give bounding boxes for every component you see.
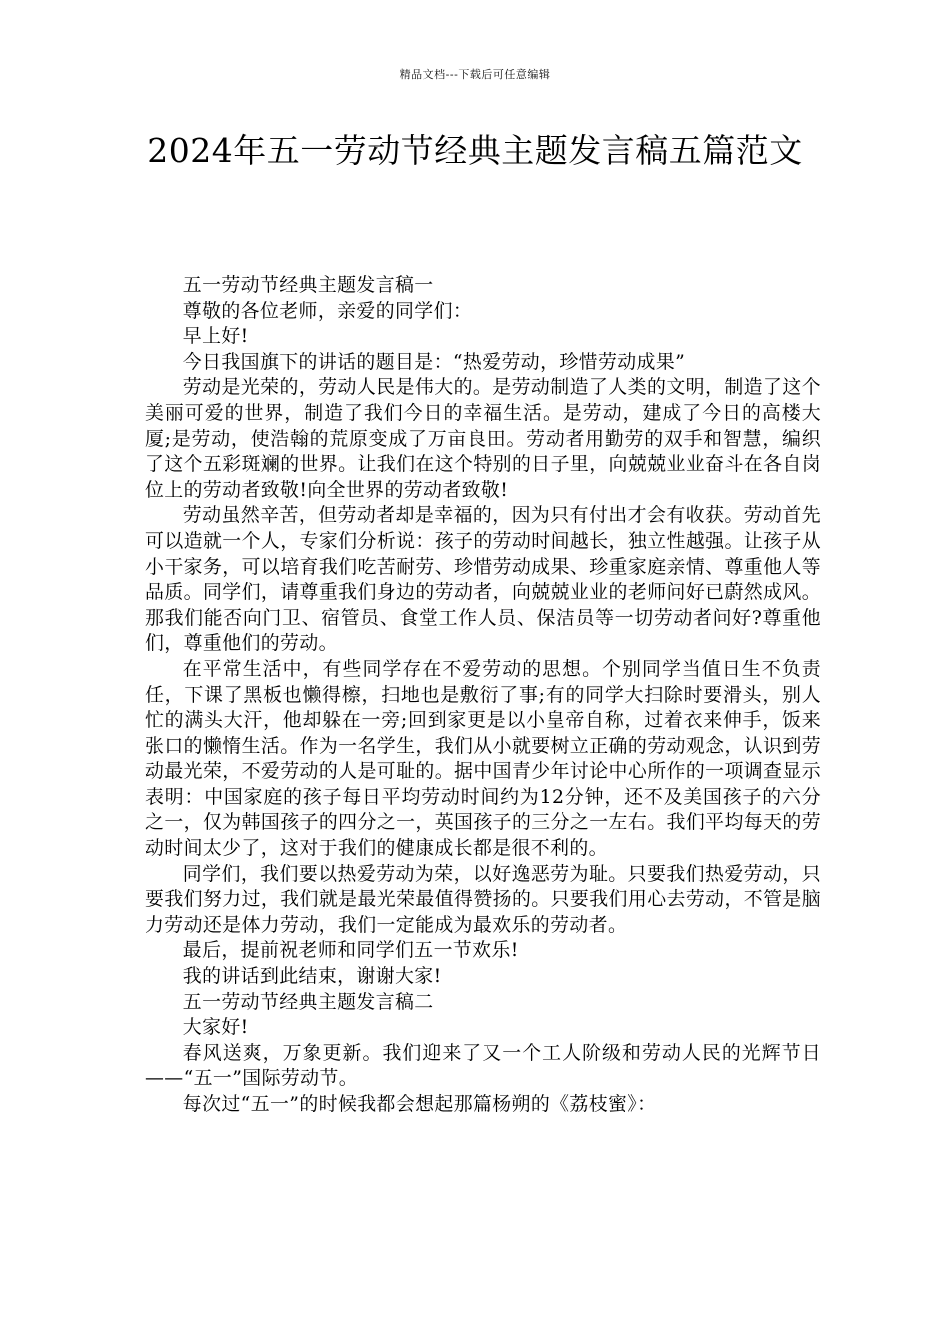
speech-topic: 今日我国旗下的讲话的题目是：“热爱劳动，珍惜劳动成果” [182,350,686,373]
body-paragraph: 劳动虽然辛苦，但劳动者却是幸福的，因为只有付出才会有收获。劳动首先可以造就一个人，专家们分析说：孩子的劳动时间越长，独立性越强。让孩子从小干家务，可以培育我们吃苦耐劳、珍惜劳动成果、珍重家庭亲情、尊重他人等品质。同学们，请尊重我们身边的劳动者，向兢兢业业的老师问好已蔚然成风。那我们能否向门卫、宿管员、食堂工作人员、保洁员等一切劳动者问好?尊重他们，尊重他们的劳动。 [145,504,821,655]
document-title: 2024年五一劳动节经典主题发言稿五篇范文 [147,131,803,170]
page-header: 精品文档---下载后可任意编辑 [399,68,551,81]
section-heading-1: 五一劳动节经典主题发言稿一 [182,274,434,296]
body-paragraph: 劳动是光荣的，劳动人民是伟大的。是劳动制造了人类的文明，制造了这个美丽可爱的世界，制造了我们今日的幸福生活。是劳动，建成了今日的高楼大厦;是劳动，使浩翰的荒原变成了万亩良田。劳动者用勤劳的双手和智慧，编织了这个五彩斑斓的世界。让我们在这个特别的日子里，向兢兢业业奋斗在各自岗位上的劳动者致敬!向全世界的劳动者致敬! [145,376,821,501]
salutation: 尊敬的各位老师，亲爱的同学们： [182,299,473,322]
body-paragraph: 同学们，我们要以热爱劳动为荣，以好逸恶劳为耻。只要我们热爱劳动，只要我们努力过，我们就是最光荣最值得赞扬的。只要我们用心去劳动，不管是脑力劳动还是体力劳动，我们一定能成为最欢乐的劳动者。 [145,862,821,936]
document-body [145,273,821,1118]
greeting: 早上好! [182,325,249,348]
body-paragraph: 每次过“五一”的时候我都会想起那篇杨朔的《荔枝蜜》： [182,1093,657,1115]
closing-thanks: 我的讲话到此结束，谢谢大家! [182,965,442,988]
closing-wish: 最后，提前祝老师和同学们五一节欢乐! [182,939,519,962]
body-paragraph: 春风送爽，万象更新。我们迎来了又一个工人阶级和劳动人民的光辉节日——“五一”国际劳动节。 [145,1041,821,1090]
greeting: 大家好! [182,1016,249,1039]
body-paragraph: 在平常生活中，有些同学存在不爱劳动的思想。个别同学当值日生不负责任，下课了黑板也懒得檫，扫地也是敷衍了事;有的同学大扫除时要滑头，别人忙的满头大汗，他却躲在一旁;回到家更是以小皇帝自称，过着衣来伸手，饭来张口的懒惰生活。作为一名学生，我们从小就要树立正确的劳动观念，认识到劳动最光荣，不爱劳动的人是可耻的。据中国青少年讨论中心所作的一项调查显示表明：中国家庭的孩子每日平均劳动时间约为12分钟，还不及美国孩子的六分之一，仅为韩国孩子的四分之一，英国孩子的三分之一左右。我们平均每天的劳动时间太少了，这对于我们的健康成长都是很不利的。 [145,657,821,860]
section-heading-2: 五一劳动节经典主题发言稿二 [182,990,434,1013]
